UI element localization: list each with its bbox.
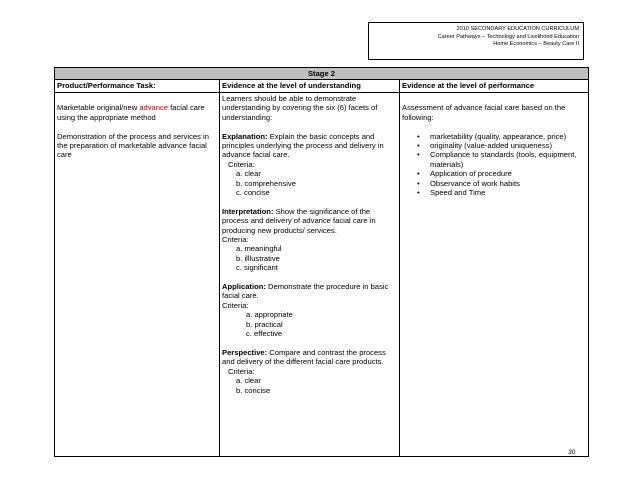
criteria-label: Criteria: xyxy=(228,159,255,169)
performance-criteria-list xyxy=(402,132,586,198)
perspective-facet: Perspective: Compare and contrast the process and delivery of the different facial care products. xyxy=(222,347,386,367)
explanation-facet: Explanation: Explain the basic concepts and principles underlying the process and delivery in advance facial care. xyxy=(222,131,384,160)
col2-heading: Evidence at the level of understanding xyxy=(220,80,400,93)
criteria-item: a. meaningful xyxy=(236,244,282,254)
criteria-item: c. effective xyxy=(246,329,283,339)
col3-body xyxy=(400,93,589,457)
understanding-intro: Learners should be able to demonstrate understanding by covering the six (6) facets of understanding: xyxy=(222,94,378,122)
list-item: • Application of procedure xyxy=(430,169,586,178)
header-line-1: 2010 SECONDARY EDUCATION CURRICULUM xyxy=(456,26,579,32)
criteria-item: a. clear xyxy=(236,376,261,386)
list-item: • Compliance to standards (tools, equipment, materials) xyxy=(430,150,586,169)
stage-table xyxy=(54,67,589,457)
criteria-item: a. appropriate xyxy=(246,310,293,320)
col1-heading: Product/Performance Task: xyxy=(55,80,220,93)
demonstration-text: Demonstration of the process and services in the preparation of marketable advance facial care xyxy=(57,131,209,160)
criteria-item: b. practical xyxy=(246,319,283,329)
list-item: • Speed and Time xyxy=(430,188,586,197)
criteria-label: Criteria: xyxy=(228,366,255,376)
criteria-label: Criteria: xyxy=(222,235,249,245)
list-item: • originality (value-added uniqueness) xyxy=(430,141,586,150)
list-item: • Observance of work habits xyxy=(430,179,586,188)
col3-heading: Evidence at the level of performance xyxy=(400,80,589,93)
criteria-item: c. significant xyxy=(236,263,278,273)
advance-highlight: advance xyxy=(139,103,169,113)
criteria-label: Criteria: xyxy=(222,300,249,310)
application-facet: Application: Demonstrate the procedure in basic facial care. xyxy=(222,282,389,301)
performance-intro: Assessment of advance facial care based on the following: xyxy=(402,103,566,122)
col1-body xyxy=(55,93,220,457)
interpretation-facet: Interpretation: Show the significance of the process and delivery of advance facial care in producing new products/ services. xyxy=(222,206,376,235)
criteria-item: c. concise xyxy=(236,188,270,198)
criteria-item: b. concise xyxy=(236,385,271,395)
criteria-item: b. comprehensive xyxy=(236,178,296,188)
header-line-2: Career Pathways – Technology and Livelihood Education xyxy=(437,33,579,40)
criteria-item: b. illlustrative xyxy=(236,253,280,263)
performance-task: Marketable original/new advance facial care using the appropriate method xyxy=(57,103,205,122)
page-number: 30 xyxy=(568,449,576,456)
criteria-item: a. clear xyxy=(236,169,261,179)
curriculum-header-box xyxy=(368,22,584,60)
list-item: • marketability (quality, appearance, price) xyxy=(430,132,586,141)
header-line-3: Home Economics – Beauty Care II xyxy=(493,41,579,48)
stage-title: Stage 2 xyxy=(55,68,589,80)
col2-body xyxy=(220,93,400,457)
